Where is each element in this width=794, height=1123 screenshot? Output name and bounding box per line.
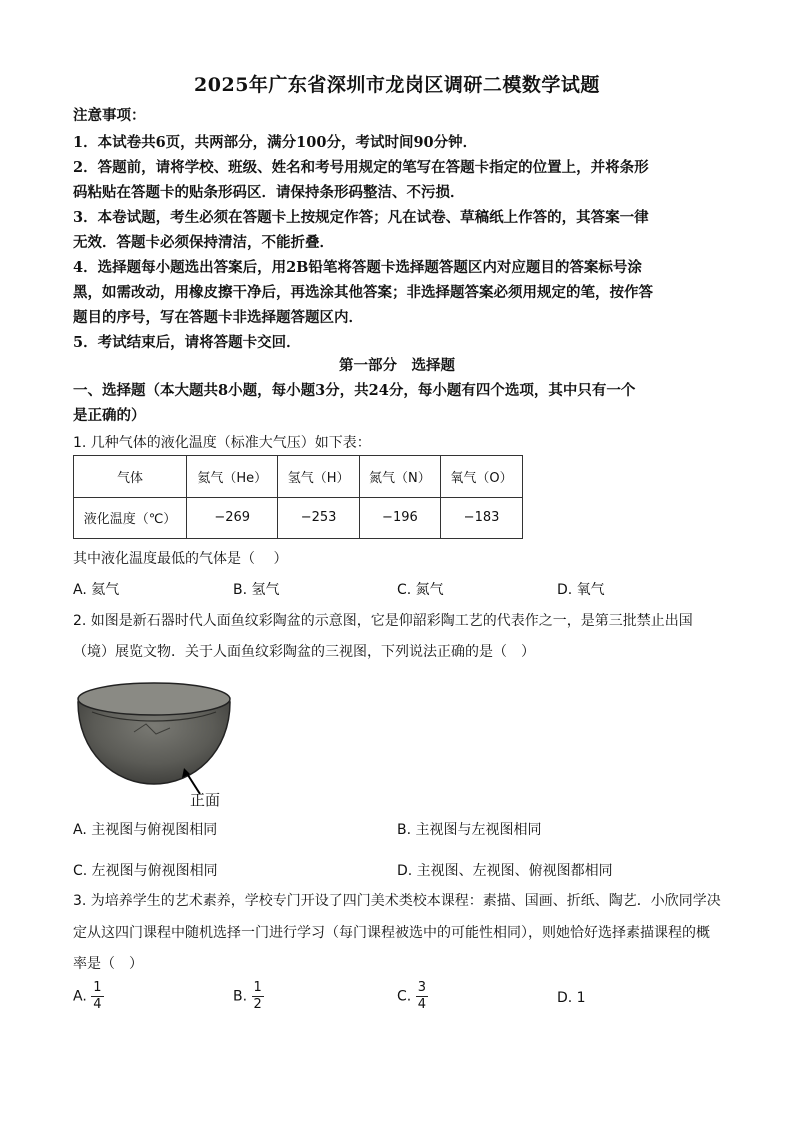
notice-line: 题目的序号，写在答题卡非选择题答题区内． [73, 309, 363, 326]
notice-line: 5．考试结束后，请将答题卡交回． [73, 334, 301, 351]
q3-option-b[interactable] [233, 980, 264, 1013]
table-header-row [74, 456, 523, 498]
q1-question: 其中液化温度最低的气体是（ ） [73, 551, 288, 567]
figure-label: 正面 [190, 791, 221, 809]
q3-option-d[interactable]: D. 1 [557, 990, 586, 1006]
numerator: 1 [253, 980, 262, 995]
table-cell: 氢气（H） [278, 456, 359, 498]
option-label: B. [233, 988, 248, 1005]
notice-line: 1．本试卷共6页，共两部分，满分100分，考试时间90分钟． [73, 134, 478, 151]
q2-option-d[interactable]: D. 主视图、左视图、俯视图都相同 [397, 863, 613, 879]
numerator: 1 [93, 980, 102, 995]
q2-option-b[interactable]: B. 主视图与左视图相同 [397, 822, 542, 838]
option-label: A. [73, 988, 87, 1005]
table-cell: −183 [441, 497, 523, 539]
liquefaction-table [73, 455, 523, 539]
q1-option-b[interactable]: B. 氢气 [233, 582, 280, 598]
notice-line: 4．选择题每小题选出答案后，用2B铅笔将答题卡选择题答题区内对应题目的答案标号涂 [73, 259, 642, 276]
table-cell: 氧气（O） [441, 456, 523, 498]
q3-option-c[interactable] [397, 980, 428, 1013]
q2-stem: 2. 如图是新石器时代人面鱼纹彩陶盆的示意图，它是仰韶彩陶工艺的代表作之一，是第三批禁止出国 [73, 613, 693, 629]
table-cell: −196 [359, 497, 440, 539]
part-title: 第一部分 选择题 [339, 357, 455, 374]
denominator: 4 [417, 997, 426, 1012]
q2-option-a[interactable]: A. 主视图与俯视图相同 [73, 822, 218, 838]
fraction [252, 980, 264, 1013]
table-cell: −269 [187, 497, 278, 539]
q1-option-c[interactable]: C. 氮气 [397, 582, 444, 598]
page-title: 2025年广东省深圳市龙岗区调研二模数学试题 [194, 74, 600, 96]
table-cell: 氦气（He） [187, 456, 278, 498]
q2-option-c[interactable]: C. 左视图与俯视图相同 [73, 863, 218, 879]
q1-option-a[interactable]: A. 氦气 [73, 582, 120, 598]
table-cell: 气体 [74, 456, 187, 498]
notice-heading: 注意事项： [73, 107, 146, 124]
section-heading: 一、选择题（本大题共8小题，每小题3分，共24分，每小题有四个选项，其中只有一个 [73, 382, 636, 399]
option-label: C. [397, 988, 412, 1005]
q1-stem: 1. 几种气体的液化温度（标准大气压）如下表： [73, 435, 371, 451]
notice-line: 2．答题前，请将学校、班级、姓名和考号用规定的笔写在答题卡指定的位置上，并将条形 [73, 159, 649, 176]
table-cell: 氮气（N） [359, 456, 440, 498]
denominator: 4 [93, 997, 102, 1012]
denominator: 2 [253, 997, 262, 1012]
q3-stem: 3. 为培养学生的艺术素养，学校专门开设了四门美术类校本课程：素描、国画、折纸、陶艺．小欣同学决 [73, 893, 721, 909]
q3-stem-cont: 定从这四门课程中随机选择一门进行学习（每门课程被选中的可能性相同），则她恰好选择素描课程的概 [73, 925, 710, 941]
section-heading-cont: 是正确的） [73, 407, 146, 424]
q3-option-a[interactable] [73, 980, 104, 1013]
table-cell: −253 [278, 497, 359, 539]
fraction [91, 980, 103, 1013]
table-row [74, 497, 523, 539]
numerator: 3 [417, 980, 426, 995]
notice-line: 码粘贴在答题卡的贴条形码区．请保持条形码整洁、不污损． [73, 184, 465, 201]
table-cell: 液化温度（℃） [74, 497, 187, 539]
q1-option-d[interactable]: D. 氧气 [557, 582, 605, 598]
q2-stem-cont: （境）展览文物．关于人面鱼纹彩陶盆的三视图，下列说法正确的是（ ） [73, 644, 535, 660]
fraction [416, 980, 428, 1013]
notice-line: 黑，如需改动，用橡皮擦干净后，再选涂其他答案；非选择题答案必须用规定的笔，按作答 [73, 284, 653, 301]
notice-line: 无效．答题卡必须保持清洁，不能折叠． [73, 234, 334, 251]
q3-stem-cont: 率是（ ） [73, 956, 143, 972]
notice-line: 3．本卷试题，考生必须在答题卡上按规定作答；凡在试卷、草稿纸上作答的，其答案一律 [73, 209, 649, 226]
